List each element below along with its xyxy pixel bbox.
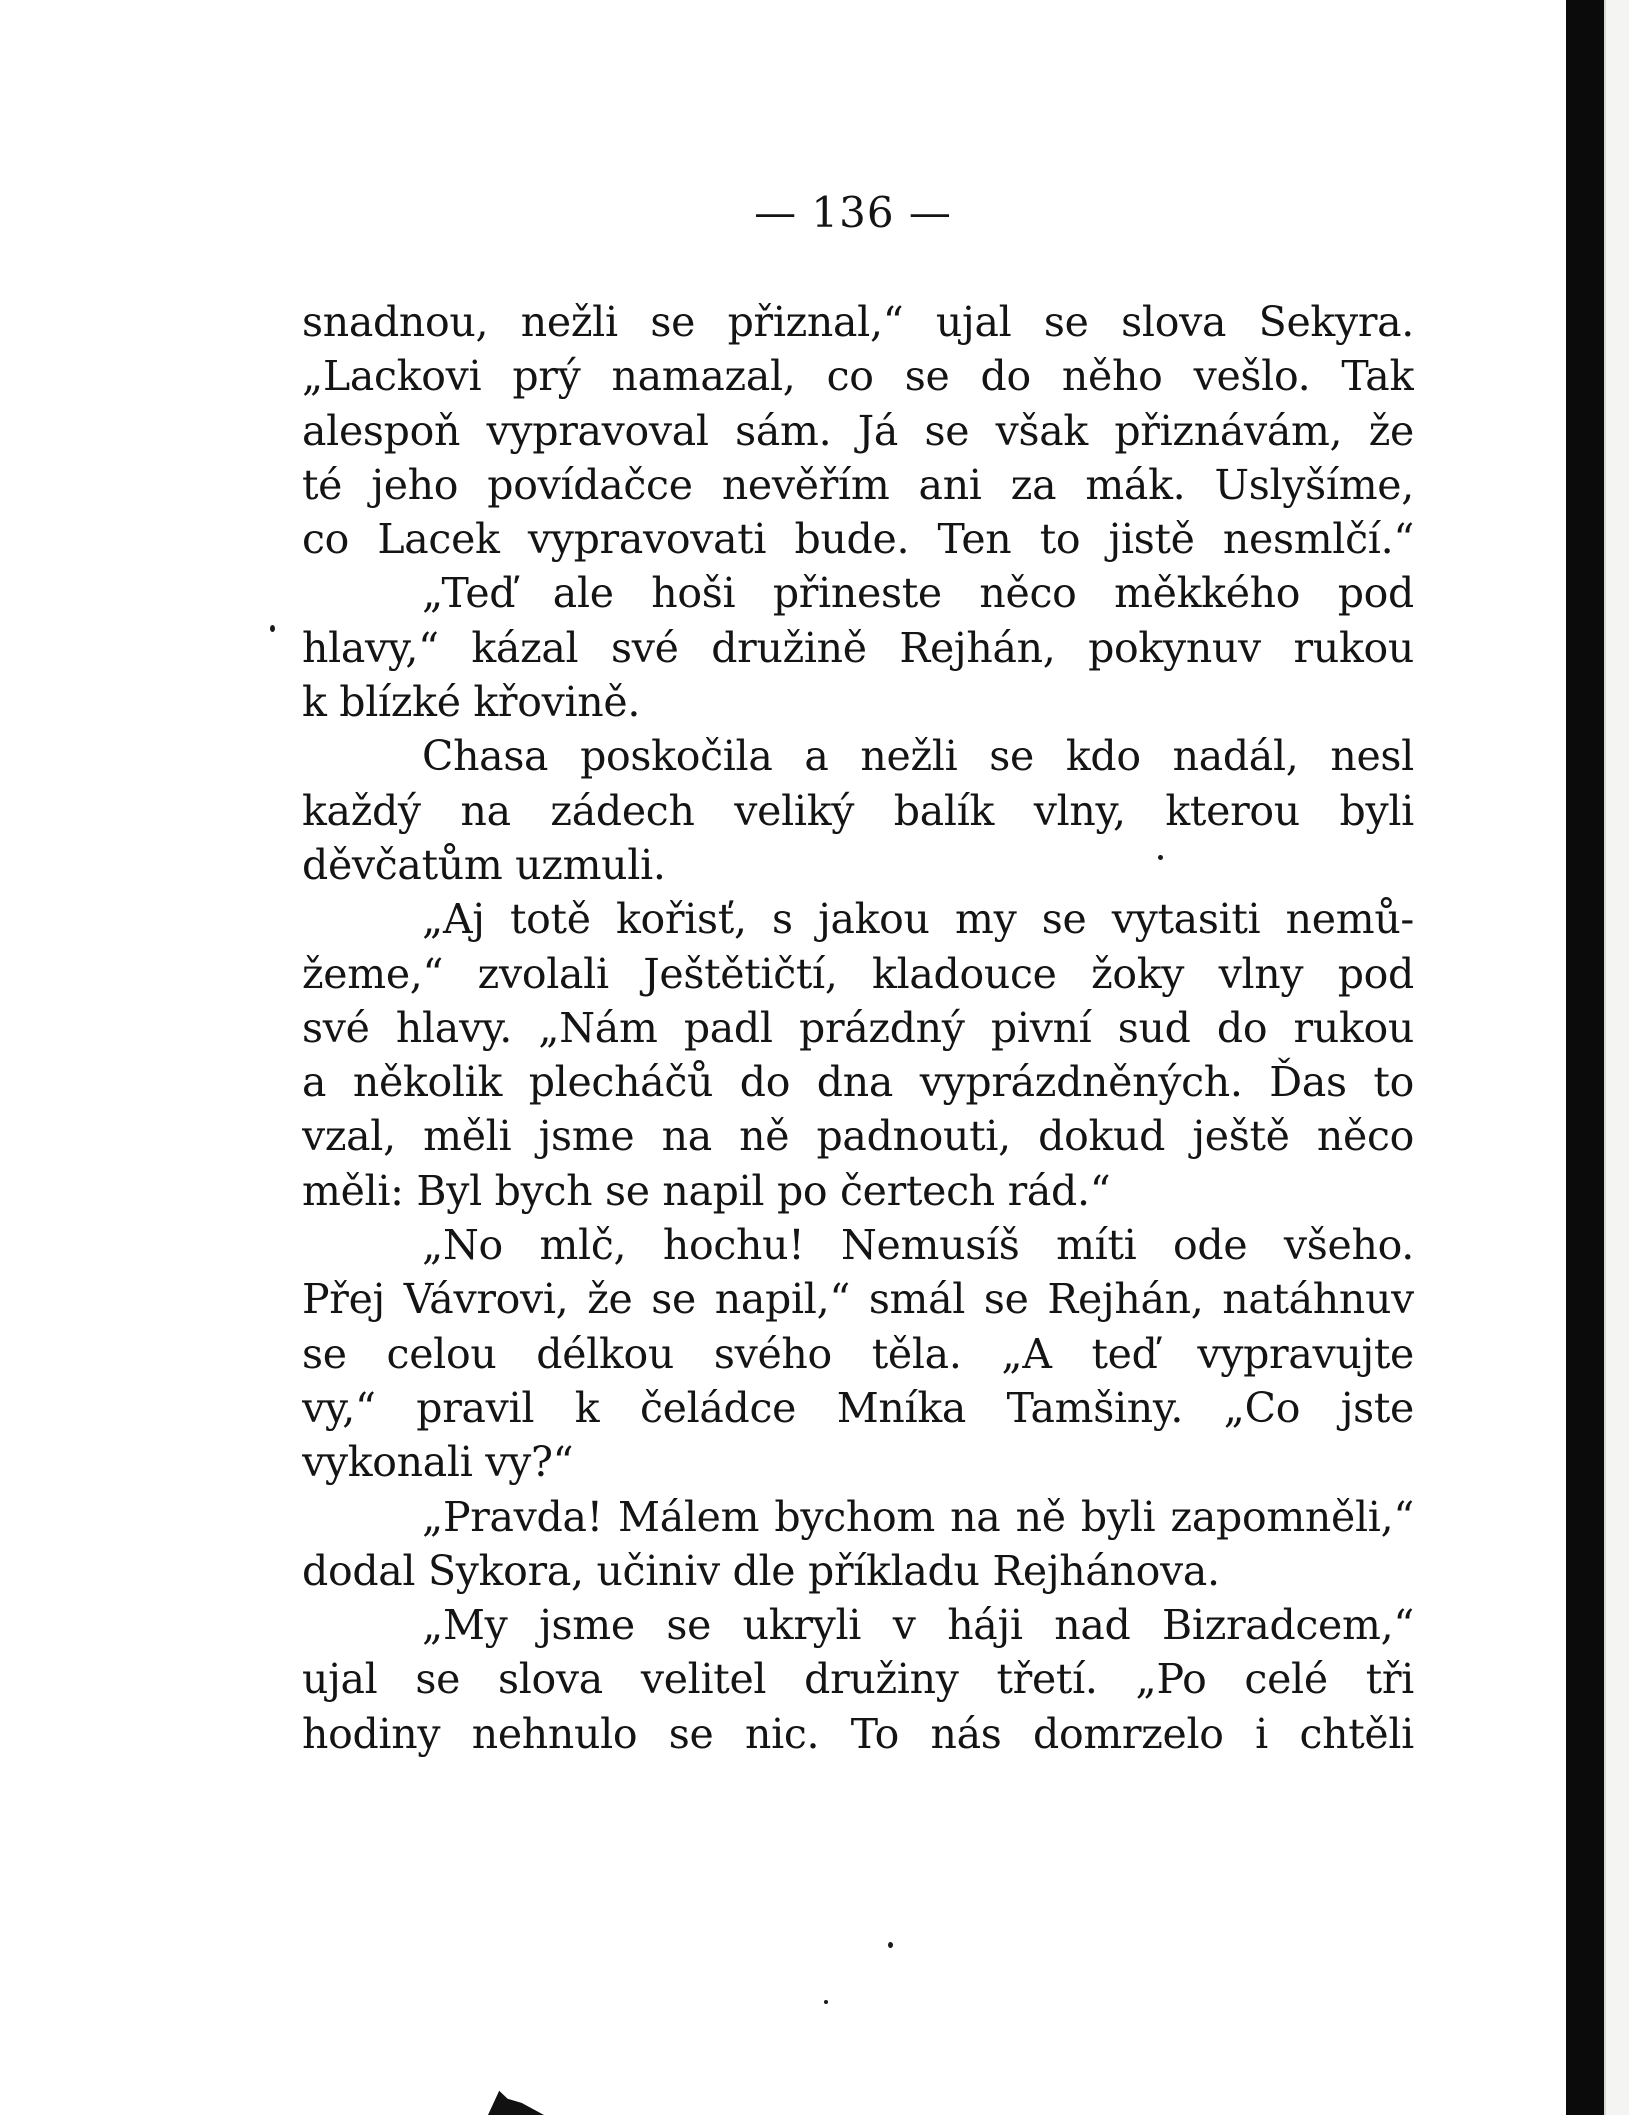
scan-speck [888, 1942, 893, 1948]
text-line: vzal, měli jsme na ně padnouti, dokud ještě něco [302, 1112, 1414, 1161]
text-line: k blízké křovině. [302, 678, 641, 727]
text-line: Chasa poskočila a nežli se kdo nadál, nesl [422, 732, 1414, 781]
scan-speck [824, 2000, 828, 2004]
text-line: dodal Sykora, učiniv dle příkladu Rejhánova. [302, 1546, 1220, 1595]
text-line: hlavy,“ kázal své družině Rejhán, pokynuv rukou [302, 623, 1414, 672]
scan-artifact [488, 2088, 544, 2115]
text-line: té jeho povídačce nevěřím ani za mák. Uslyšíme, [302, 460, 1414, 509]
text-line: „Pravda! Málem bychom na ně byli zapomněli,“ [422, 1492, 1414, 1541]
text-line: vy,“ pravil k čeládce Mníka Tamšiny. „Co jste [302, 1383, 1414, 1432]
text-line: „Teď ale hoši přineste něco měkkého pod [422, 569, 1414, 618]
text-line: vykonali vy?“ [302, 1438, 574, 1487]
text-line: „Aj totě kořisť, s jakou my se vytasiti nemů- [422, 895, 1414, 944]
scan-speck [1158, 855, 1163, 860]
text-line: alespoň vypravoval sám. Já se však přiznávám, že [302, 406, 1414, 455]
page-number-label: — 136 — [754, 188, 952, 237]
text-line: snadnou, nežli se přiznal,“ ujal se slova Sekyra. [302, 298, 1414, 346]
page-number [0, 188, 1566, 237]
text-line: své hlavy. „Nám padl prázdný pivní sud do rukou [302, 1003, 1414, 1052]
text-line: měli: Byl bych se napil po čertech rád.“ [302, 1166, 1111, 1215]
text-line: „My jsme se ukryli v háji nad Bizradcem,“ [422, 1601, 1414, 1650]
text-line: „Lackovi prý namazal, co se do něho vešlo. Tak [302, 352, 1414, 401]
adjacent-page-edge [1604, 0, 1629, 2115]
text-line: „No mlč, hochu! Nemusíš míti ode všeho. [422, 1221, 1414, 1270]
text-line: Přej Vávrovi, že se napil,“ smál se Rejhán, natáhnuv [302, 1275, 1414, 1324]
text-line: žeme,“ zvolali Ještětičtí, kladouce žoky vlny pod [302, 949, 1414, 998]
text-line: se celou délkou svého těla. „A teď vypravujte [302, 1329, 1414, 1378]
text-line: každý na zádech veliký balík vlny, kterou byli [302, 786, 1414, 835]
page-edge-shadow [1566, 0, 1604, 2115]
scan-speck [270, 625, 275, 632]
text-line: co Lacek vypravovati bude. Ten to jistě nesmlčí.“ [302, 515, 1414, 564]
text-line: děvčatům uzmuli. [302, 840, 666, 889]
text-line: ujal se slova velitel družiny třetí. „Po celé tři [302, 1655, 1414, 1704]
text-line: a několik plecháčů do dna vyprázdněných. Ďas to [302, 1058, 1414, 1107]
body-text [302, 295, 1414, 1761]
text-line: hodiny nehnulo se nic. To nás domrzelo i chtěli [302, 1709, 1414, 1758]
